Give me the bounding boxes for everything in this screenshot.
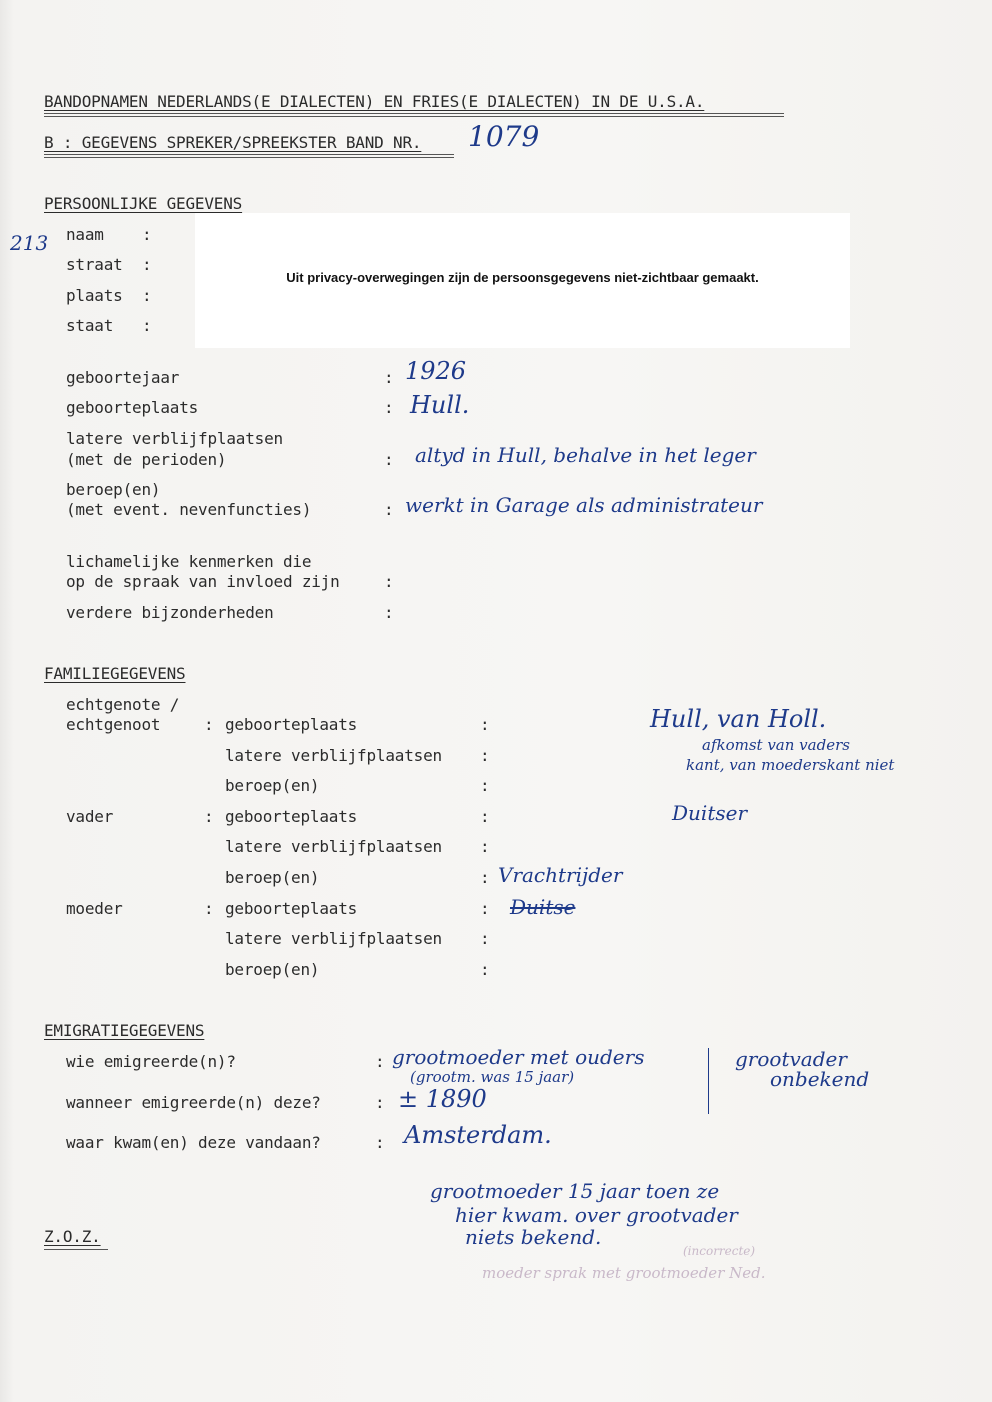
- field-label-kenmerken-sub: op de spraak van invloed zijn: [66, 572, 340, 591]
- field-label-geboortejaar: geboortejaar: [66, 368, 180, 387]
- field-label-bijzonderheden: verdere bijzonderheden: [66, 603, 274, 622]
- handwritten-divider: [708, 1048, 709, 1114]
- field-sep: :: [480, 807, 490, 826]
- value-beroep: werkt in Garage als administrateur: [405, 493, 763, 517]
- field-sep: :: [384, 368, 394, 387]
- field-label-beroep: beroep(en): [66, 480, 161, 499]
- field-label-kenmerken: lichamelijke kenmerken die: [66, 552, 312, 571]
- emigration-note-3: niets bekend.: [465, 1225, 602, 1249]
- emigrant-when-label: wanneer emigreerde(n) deze?: [66, 1093, 321, 1112]
- pencil-note: moeder sprak met grootmoeder Ned.: [482, 1264, 766, 1282]
- field-sep: :: [384, 603, 394, 622]
- privacy-notice: Uit privacy-overwegingen zijn de persoonsgegevens niet-zichtbaar gemaakt.: [286, 270, 759, 285]
- value-geboorteplaats: Hull.: [410, 391, 470, 419]
- field-sep: :: [384, 450, 394, 469]
- mother-job-label: beroep(en): [225, 960, 320, 979]
- emigrant-side-note-1: grootvader: [735, 1047, 847, 1071]
- field-sep: :: [142, 225, 152, 244]
- value-verblijf: altyd in Hull, behalve in het leger: [415, 443, 756, 467]
- mother-birth-value: Duitse: [510, 895, 576, 919]
- father-birth-value: Duitser: [672, 801, 748, 825]
- field-sep: :: [384, 398, 394, 417]
- field-label-beroep-sub: (met event. nevenfuncties): [66, 500, 312, 519]
- emigrant-who-label: wie emigreerde(n)?: [66, 1052, 236, 1071]
- spouse-note-2: kant, van moederskant niet: [686, 756, 895, 774]
- field-sep: :: [480, 776, 490, 795]
- spouse-label-sub: echtgenoot: [66, 715, 161, 734]
- field-sep: :: [480, 899, 490, 918]
- band-number: 1079: [468, 120, 540, 153]
- field-sep: :: [142, 316, 152, 335]
- section-heading-emigration: EMIGRATIEGEGEVENS: [44, 1021, 205, 1040]
- field-sep: :: [375, 1093, 385, 1112]
- document-subtitle: B : GEGEVENS SPREKER/SPREEKSTER BAND NR.: [44, 133, 422, 152]
- emigrant-from-value: Amsterdam.: [404, 1121, 552, 1149]
- section-heading-family: FAMILIEGEGEVENS: [44, 664, 186, 683]
- field-sep: :: [384, 500, 394, 519]
- field-label-straat: straat: [66, 255, 123, 274]
- mother-label: moeder: [66, 899, 123, 918]
- field-label-naam: naam: [66, 225, 104, 244]
- spouse-birth-value: Hull, van Holl.: [650, 705, 827, 733]
- field-sep: :: [142, 286, 152, 305]
- emigrant-when-value: ± 1890: [398, 1085, 487, 1113]
- pencil-note-insert: (incorrecte): [683, 1244, 756, 1258]
- document-title: BANDOPNAMEN NEDERLANDS(E DIALECTEN) EN FRIES(E DIALECTEN) IN DE U.S.A.: [44, 92, 705, 111]
- section-heading-personal: PERSOONLIJKE GEGEVENS: [44, 194, 243, 213]
- emigrant-who-note: (grootm. was 15 jaar): [410, 1068, 575, 1086]
- father-birth-label: geboorteplaats: [225, 807, 358, 826]
- field-sep: :: [480, 868, 490, 887]
- father-label: vader: [66, 807, 114, 826]
- field-sep: :: [384, 572, 394, 591]
- father-job-value: Vrachtrijder: [498, 863, 623, 887]
- father-residence-label: latere verblijfplaatsen: [225, 837, 442, 856]
- field-sep: :: [480, 746, 490, 765]
- value-geboortejaar: 1926: [405, 357, 467, 385]
- emigrant-side-note-2: onbekend: [770, 1067, 870, 1091]
- field-sep: :: [375, 1133, 385, 1152]
- emigrant-who-value: grootmoeder met ouders: [392, 1045, 645, 1069]
- emigrant-from-label: waar kwam(en) deze vandaan?: [66, 1133, 321, 1152]
- field-sep: :: [142, 255, 152, 274]
- margin-number: 213: [10, 231, 49, 255]
- field-sep: :: [480, 837, 490, 856]
- field-label-plaats: plaats: [66, 286, 123, 305]
- spouse-residence-label: latere verblijfplaatsen: [225, 746, 442, 765]
- rule: [44, 1249, 108, 1250]
- double-rule: [44, 154, 454, 158]
- father-job-label: beroep(en): [225, 868, 320, 887]
- zoz-label: Z.O.Z.: [44, 1227, 101, 1246]
- field-sep: :: [204, 715, 214, 734]
- emigration-note-1: grootmoeder 15 jaar toen ze: [430, 1179, 720, 1203]
- field-label-staat: staat: [66, 316, 114, 335]
- field-label-geboorteplaats: geboorteplaats: [66, 398, 199, 417]
- field-sep: :: [204, 899, 214, 918]
- field-sep: :: [204, 807, 214, 826]
- privacy-redaction: [195, 213, 850, 348]
- spouse-birth-label: geboorteplaats: [225, 715, 358, 734]
- mother-residence-label: latere verblijfplaatsen: [225, 929, 442, 948]
- field-sep: :: [480, 960, 490, 979]
- field-sep: :: [375, 1052, 385, 1071]
- mother-birth-label: geboorteplaats: [225, 899, 358, 918]
- field-label-verblijf-sub: (met de perioden): [66, 450, 227, 469]
- double-rule: [44, 113, 784, 117]
- field-sep: :: [480, 929, 490, 948]
- spouse-label: echtgenote /: [66, 695, 180, 714]
- field-sep: :: [480, 715, 490, 734]
- spouse-note-1: afkomst van vaders: [702, 736, 850, 754]
- emigration-note-2: hier kwam. over grootvader: [455, 1203, 738, 1227]
- field-label-verblijf: latere verblijfplaatsen: [66, 429, 283, 448]
- spouse-job-label: beroep(en): [225, 776, 320, 795]
